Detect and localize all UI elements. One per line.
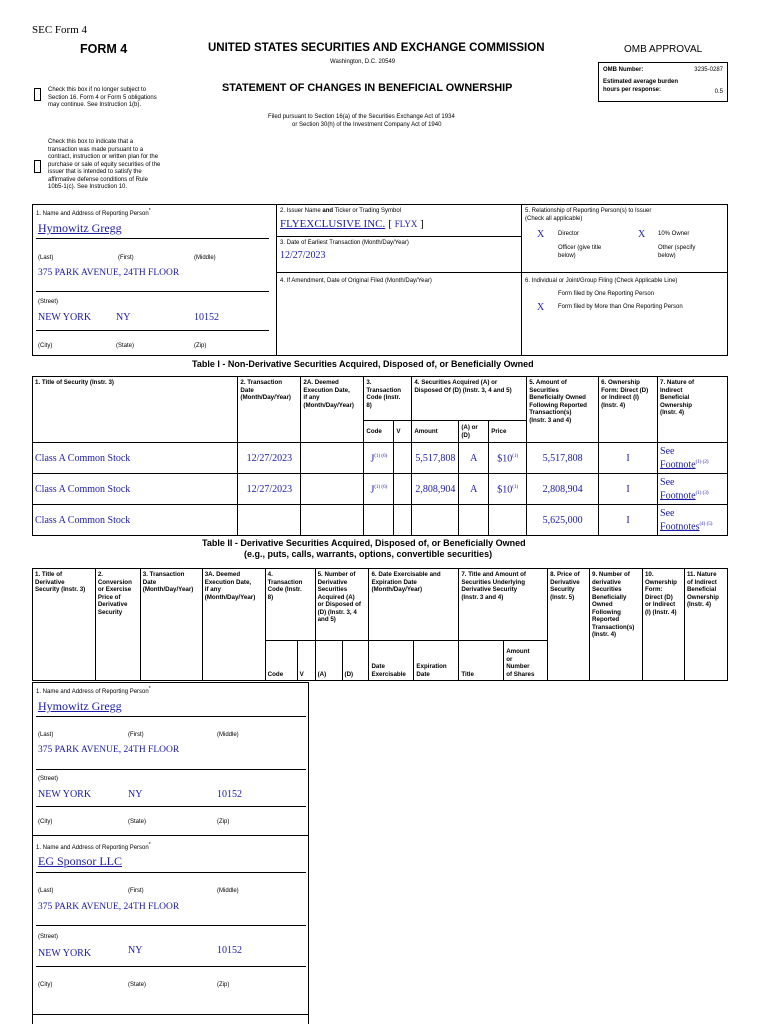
person1-state-value: NY	[128, 789, 143, 800]
amount-owned: 2,808,904	[527, 474, 599, 505]
person1-label: 1. Name and Address of Reporting Person*	[36, 686, 151, 695]
t2-a-h: (A)	[315, 641, 342, 681]
t1-price-h: Price	[489, 421, 527, 443]
city-value: NEW YORK	[38, 312, 92, 323]
t2-h9: 9. Number of derivative Securities Beneficially Owned Following Reported Transaction(s) (Instr. 4)	[590, 569, 643, 681]
omb-number-label: OMB Number:	[603, 67, 644, 73]
nature-footnote: See Footnote$^{(1) (2)}$	[658, 443, 728, 474]
person1-zip-label: (Zip)	[217, 819, 230, 825]
statement-title: STATEMENT OF CHANGES IN BENEFICIAL OWNERSHIP	[222, 82, 513, 94]
person2-street-value: 375 PARK AVENUE, 24TH FLOOR	[38, 902, 180, 912]
t1-h3: 3. Transaction Code (Instr. 8)	[364, 377, 412, 421]
person1-street-value: 375 PARK AVENUE, 24TH FLOOR	[38, 745, 180, 755]
filed-pursuant-2: or Section 30(h) of the Investment Company Act of 1940	[292, 122, 442, 128]
transaction-date: 12/27/2023	[238, 443, 301, 474]
box2-label: 2. Issuer Name and Ticker or Trading Symbol	[280, 208, 402, 214]
transaction-date: 12/27/2023	[238, 474, 301, 505]
rule-10b5-checkbox[interactable]	[34, 160, 41, 173]
t2-exp-h: Expiration Date	[414, 641, 459, 681]
street-value: 375 PARK AVENUE, 24TH FLOOR	[38, 268, 180, 278]
reporting-person-name[interactable]: Hymowitz Gregg	[38, 221, 122, 235]
person1-city-value: NEW YORK	[38, 789, 92, 800]
commission-title: UNITED STATES SECURITIES AND EXCHANGE COMMISSION	[208, 42, 545, 54]
t2-d-h: (D)	[342, 641, 369, 681]
box4-label: 4. If Amendment, Date of Original Filed (Month/Day/Year)	[280, 278, 432, 284]
amount: 5,517,808	[412, 443, 459, 474]
person1-name[interactable]: Hymowitz Gregg	[38, 699, 122, 713]
more-than-one-label: Form filed by More than One Reporting Person	[558, 304, 683, 310]
table2-title-2: (e.g., puts, calls, warrants, options, convertible securities)	[244, 549, 493, 559]
omb-hours: 0.5	[714, 89, 723, 95]
t1-amount-h: Amount	[412, 421, 459, 443]
amount-owned: 5,517,808	[527, 443, 599, 474]
person1-last-label: (Last)	[38, 732, 54, 738]
zip-value: 10152	[194, 312, 219, 323]
t1-h6: 6. Ownership Form: Direct (D) or Indirect (I) (Instr. 4)	[599, 377, 658, 443]
table-row: Class A Common Stock 12/27/2023 $J^{(1) (6)}$ 2,808,904 A $10$^{(1)}$ 2,808,904 I See Footnote$^{(1) (3)}$	[33, 474, 728, 505]
street-label: (Street)	[38, 299, 59, 305]
amount: 2,808,904	[412, 474, 459, 505]
person2-city-label: (City)	[38, 982, 53, 988]
table1-title: Table I - Non-Derivative Securities Acquired, Disposed of, or Beneficially Owned	[192, 359, 534, 369]
box6-label: 6. Individual or Joint/Group Filing (Check Applicable Line)	[525, 278, 678, 284]
person2-zip-value: 10152	[217, 945, 242, 956]
person1-middle-label: (Middle)	[217, 732, 239, 738]
omb-burden-label: Estimated average burden hours per response:	[603, 79, 679, 93]
person1-first-label: (First)	[128, 732, 144, 738]
person2-label: 1. Name and Address of Reporting Person*	[36, 842, 151, 851]
one-person-label: Form filed by One Reporting Person	[558, 291, 655, 297]
ownership-form: I	[599, 505, 658, 536]
person2-city-value: NEW YORK	[38, 948, 92, 959]
t1-h2a: 2A. Deemed Execution Date, if any (Month/Day/Year)	[301, 377, 364, 443]
no-longer-subject-text: Check this box if no longer subject to Section 16. Form 4 or Form 5 obligations may continue. See Instruction 1(b).	[48, 87, 157, 108]
person2-first-label: (First)	[128, 888, 144, 894]
t2-h1: 1. Title of Derivative Security (Instr. 3)	[33, 569, 96, 681]
t2-h3a: 3A. Deemed Execution Date, if any (Month/Day/Year)	[202, 569, 265, 681]
person2-last-label: (Last)	[38, 888, 54, 894]
other-label: Other (specify below)	[658, 245, 696, 259]
city-label: (City)	[38, 343, 53, 349]
more-than-one-mark[interactable]: X	[537, 302, 545, 313]
t2-h6: 6. Date Exercisable and Expiration Date (Month/Day/Year)	[369, 569, 459, 641]
table-row: Class A Common Stock 12/27/2023 $J^{(1) (6)}$ 5,517,808 A $10$^{(1)}$ 5,517,808 I See Footnote$^{(1) (2)}$	[33, 443, 728, 474]
a-or-d: A	[459, 474, 489, 505]
t2-h2: 2. Conversion or Exercise Price of Derivative Security	[95, 569, 140, 681]
t1-h7: 7. Nature of Indirect Beneficial Ownership (Instr. 4)	[658, 377, 728, 443]
a-or-d: A	[459, 443, 489, 474]
t1-h2: 2. Transaction Date (Month/Day/Year)	[238, 377, 301, 443]
table2-title-1: Table II - Derivative Securities Acquired, Disposed of, or Beneficially Owned	[202, 538, 526, 548]
person2-name[interactable]: EG Sponsor LLC	[38, 854, 122, 868]
t2-h11: 11. Nature of Indirect Beneficial Ownership (Instr. 4)	[684, 569, 727, 681]
omb-number: 3235-0287	[694, 67, 723, 73]
rule-10b5-text: Check this box to indicate that a transaction was made pursuant to a contract, instruction or written plan for the purchase or sale of equity securities of the issuer that is intended to satisfy the affirmative defense conditions of Rule 10b5-1(c). See Instruction 10.	[48, 139, 161, 190]
director-mark[interactable]: X	[537, 229, 545, 240]
t2-h4: 4. Transaction Code (Instr. 8)	[265, 569, 315, 641]
filed-pursuant-1: Filed pursuant to Section 16(a) of the Securities Exchange Act of 1934	[268, 114, 455, 120]
last-label: (Last)	[38, 255, 54, 261]
t1-code-h: Code	[364, 421, 394, 443]
t2-h5: 5. Number of Derivative Securities Acquired (A) or Disposed of (D) (Instr. 3, 4 and 5)	[315, 569, 369, 641]
nature-footnote: See Footnote$^{(1) (3)}$	[658, 474, 728, 505]
ticker: FLYX	[394, 219, 418, 229]
officer-label: Officer (give title below)	[558, 245, 602, 259]
earliest-transaction-date: 12/27/2023	[280, 250, 326, 261]
t2-h8: 8. Price of Derivative Security (Instr. 5)	[548, 569, 590, 681]
omb-box	[598, 62, 728, 102]
ten-percent-owner-label: 10% Owner	[658, 231, 690, 237]
t2-v-h: V	[297, 641, 315, 681]
amount-owned: 5,625,000	[527, 505, 599, 536]
t2-code-h: Code	[265, 641, 297, 681]
t2-h7: 7. Title and Amount of Securities Underlying Derivative Security (Instr. 3 and 4)	[459, 569, 548, 641]
no-longer-subject-checkbox[interactable]	[34, 88, 41, 101]
box3-label: 3. Date of Earliest Transaction (Month/Day/Year)	[280, 240, 409, 246]
table2	[32, 568, 728, 681]
nature-footnote: See Footnotes$^{(4) (5)}$	[658, 505, 728, 536]
ten-percent-owner-mark[interactable]: X	[638, 229, 646, 240]
person2-state-label: (State)	[128, 982, 147, 988]
t2-h3: 3. Transaction Date (Month/Day/Year)	[140, 569, 202, 681]
person1-zip-value: 10152	[217, 789, 242, 800]
person2-street-label: (Street)	[38, 934, 59, 940]
ownership-form: I	[599, 474, 658, 505]
box1-label: 1. Name and Address of Reporting Person*	[36, 208, 151, 217]
t1-h1: 1. Title of Security (Instr. 3)	[33, 377, 238, 443]
issuer-name[interactable]: FLYEXCLUSIVE INC.	[280, 218, 386, 230]
t2-amount-h: Amount or Number of Shares	[504, 641, 548, 681]
person2-state-value: NY	[128, 945, 143, 956]
state-value: NY	[116, 312, 131, 323]
t2-date-ex-h: Date Exercisable	[369, 641, 414, 681]
t1-aord-h: (A) or (D)	[459, 421, 489, 443]
person2-zip-label: (Zip)	[217, 982, 230, 988]
person1-city-label: (City)	[38, 819, 53, 825]
zip-label: (Zip)	[194, 343, 207, 349]
form-title: FORM 4	[80, 42, 128, 56]
security-title: Class A Common Stock	[33, 443, 238, 474]
table-row	[33, 505, 728, 536]
person1-street-label: (Street)	[38, 776, 59, 782]
table1	[32, 376, 728, 536]
state-label: (State)	[116, 343, 135, 349]
commission-city: Washington, D.C. 20549	[330, 59, 396, 65]
director-label: Director	[558, 231, 580, 237]
first-label: (First)	[118, 255, 134, 261]
person2-middle-label: (Middle)	[217, 888, 239, 894]
box5-label: 5. Relationship of Reporting Person(s) to Issuer (Check all applicable)	[525, 208, 652, 222]
t1-v-h: V	[394, 421, 412, 443]
omb-approval-title: OMB APPROVAL	[624, 44, 703, 55]
t1-h5: 5. Amount of Securities Beneficially Owned Following Reported Transaction(s) (Instr. 3 and 4)	[527, 377, 599, 443]
security-title: Class A Common Stock	[33, 505, 238, 536]
t2-title-h: Title	[459, 641, 504, 681]
security-title: Class A Common Stock	[33, 474, 238, 505]
reporting-persons-box	[32, 682, 309, 1024]
ownership-form: I	[599, 443, 658, 474]
issuer-row: FLYEXCLUSIVE INC. [ FLYX ]	[280, 218, 424, 230]
sec-form-label: SEC Form 4	[32, 24, 88, 36]
t1-h4: 4. Securities Acquired (A) or Disposed Of (D) (Instr. 3, 4 and 5)	[412, 377, 527, 421]
middle-label: (Middle)	[194, 255, 216, 261]
t2-h10: 10. Ownership Form: Direct (D) or Indirect (I) (Instr. 4)	[642, 569, 684, 681]
person1-state-label: (State)	[128, 819, 147, 825]
